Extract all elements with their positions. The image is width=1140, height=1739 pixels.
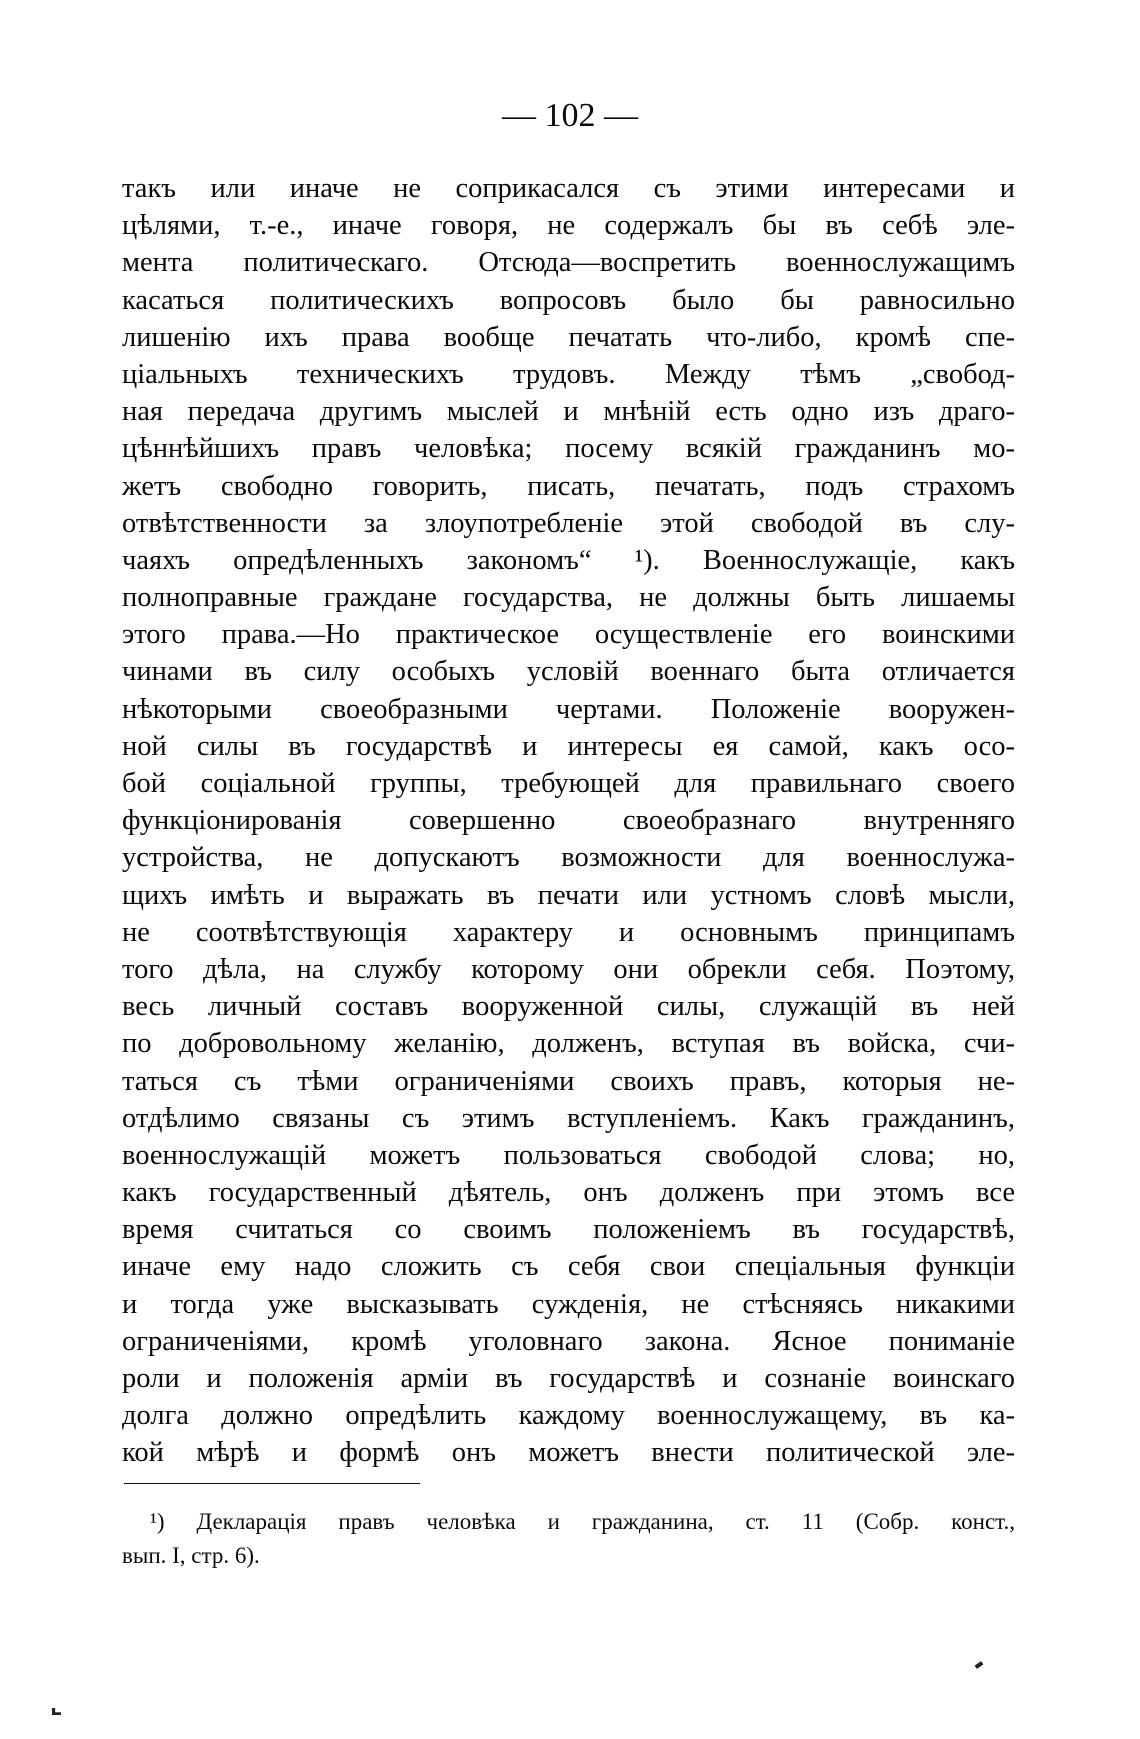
text-line: устройства, не допускаютъ возможности для военнослужа- [122,842,1015,874]
text-line: ціальныхъ техническихъ трудовъ. Между тѣмъ „свобод- [122,358,1015,390]
footnote-line: ¹) Декларація правъ человѣка и гражданина, ст. 11 (Собр. конст., [150,1509,1015,1534]
text-line: нѣкоторыми своеобразными чертами. Положеніе вооружен- [122,693,1015,725]
text-line: отвѣтственности за злоупотребленіе этой свободой въ слу- [122,507,1015,539]
text-line: кой мѣрѣ и формѣ онъ можетъ внести политической эле- [122,1437,1015,1469]
page-number: — 102 — [502,97,638,134]
text-line: бой соціальной группы, требующей для правильнаго своего [122,768,1015,799]
text-line: касаться политическихъ вопросовъ было бы равносильно [122,284,1015,316]
text-line: время считаться со своимъ положеніемъ въ государствѣ, [122,1214,1015,1246]
text-line: щихъ имѣть и выражать въ печати или устномъ словѣ мысли, [122,879,1015,911]
text-line: и тогда уже высказывать сужденія, не стѣсняясь никакими [122,1288,1015,1320]
text-line: военнослужащій можетъ пользоваться свободой слова; но, [122,1139,1015,1171]
text-line: какъ государственный дѣятель, онъ долженъ при этомъ все [122,1177,1015,1209]
text-line: по добровольному желанію, долженъ, вступая въ войска, счи- [122,1028,1015,1060]
text-line: весь личный составъ вооруженной силы, служащій въ ней [122,991,1015,1023]
text-line: мента политическаго. Отсюда—воспретить военнослужащимъ [122,247,1015,279]
text-line: чинами въ силу особыхъ условій военнаго быта отличается [122,656,1015,688]
print-speck [52,1708,61,1715]
footnote-divider [124,1483,420,1484]
body-text [122,170,1015,1472]
text-line: цѣлями, т.-е., иначе говоря, не содержалъ бы въ себѣ эле- [122,210,1015,242]
text-line: функціонированія совершенно своеобразнаго внутренняго [122,805,1015,837]
text-line: жетъ свободно говорить, писать, печатать, подъ страхомъ [122,470,1015,502]
text-line: отдѣлимо связаны съ этимъ вступленіемъ. Какъ гражданинъ, [122,1102,1015,1134]
footnote [122,1505,1015,1573]
text-line: чаяхъ опредѣленныхъ закономъ“ ¹). Военнослужащіе, какъ [122,544,1015,576]
text-line: ной силы въ государствѣ и интересы ея самой, какъ осо- [122,730,1015,762]
text-line: ограниченіями, кромѣ уголовнаго закона. Ясное пониманіе [122,1325,1015,1357]
text-line: этого права.—Но практическое осуществленіе его воинскими [122,619,1015,651]
text-line: долга должно опредѣлить каждому военнослужащему, въ ка- [122,1400,1015,1432]
text-line: не соотвѣтствующія характеру и основнымъ принципамъ [122,916,1015,948]
text-line: такъ или иначе не соприкасался съ этими интересами и [122,173,1015,204]
print-speck [975,1661,984,1669]
text-line: иначе ему надо сложить съ себя свои спеціальныя функціи [122,1251,1015,1283]
text-line: лишенію ихъ права вообще печатать что-либо, кромѣ спе- [122,321,1015,353]
text-line: полноправные граждане государства, не должны быть лишаемы [122,582,1015,614]
text-line: таться съ тѣми ограниченіями своихъ правъ, которыя не- [122,1065,1015,1097]
text-line: роли и положенія арміи въ государствѣ и сознаніе воинскаго [122,1363,1015,1394]
text-line: того дѣла, на службу которому они обрекли себя. Поэтому, [122,953,1015,985]
text-line: цѣннѣйшихъ правъ человѣка; посему всякій гражданинъ мо- [122,433,1015,465]
footnote-line: вып. I, стр. 6). [122,1543,260,1568]
text-line: ная передача другимъ мыслей и мнѣній есть одно изъ драго- [122,396,1015,428]
